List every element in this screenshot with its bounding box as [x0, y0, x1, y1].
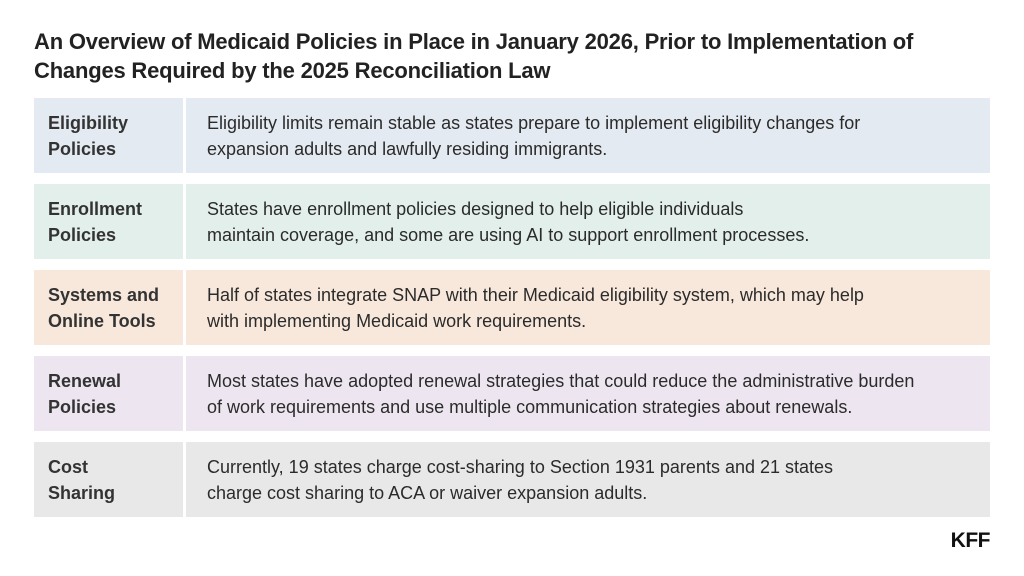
row-label: Eligibility Policies	[34, 98, 183, 173]
table-row	[34, 356, 990, 431]
row-label: Systems and Online Tools	[34, 270, 183, 345]
table-row	[34, 98, 990, 173]
row-label: Cost Sharing	[34, 442, 183, 517]
policy-table	[34, 98, 990, 517]
row-label: Enrollment Policies	[34, 184, 183, 259]
row-label: Renewal Policies	[34, 356, 183, 431]
row-description: States have enrollment policies designed to help eligible individuals maintain coverage, and some are using AI to support enrollment processes.	[186, 184, 990, 259]
table-row	[34, 442, 990, 517]
row-description: Currently, 19 states charge cost-sharing to Section 1931 parents and 21 states charge cost sharing to ACA or waiver expansion adults.	[186, 442, 990, 517]
row-description: Most states have adopted renewal strategies that could reduce the administrative burden of work requirements and use multiple communication strategies about renewals.	[186, 356, 990, 431]
kff-logo: KFF	[950, 529, 990, 552]
table-row	[34, 184, 990, 259]
table-row	[34, 270, 990, 345]
row-description: Half of states integrate SNAP with their Medicaid eligibility system, which may help with implementing Medicaid work requirements.	[186, 270, 990, 345]
row-description: Eligibility limits remain stable as states prepare to implement eligibility changes for expansion adults and lawfully residing immigrants.	[186, 98, 990, 173]
page-title: An Overview of Medicaid Policies in Place in January 2026, Prior to Implementation of Changes Required by the 2025 Reconciliation Law	[34, 29, 914, 83]
